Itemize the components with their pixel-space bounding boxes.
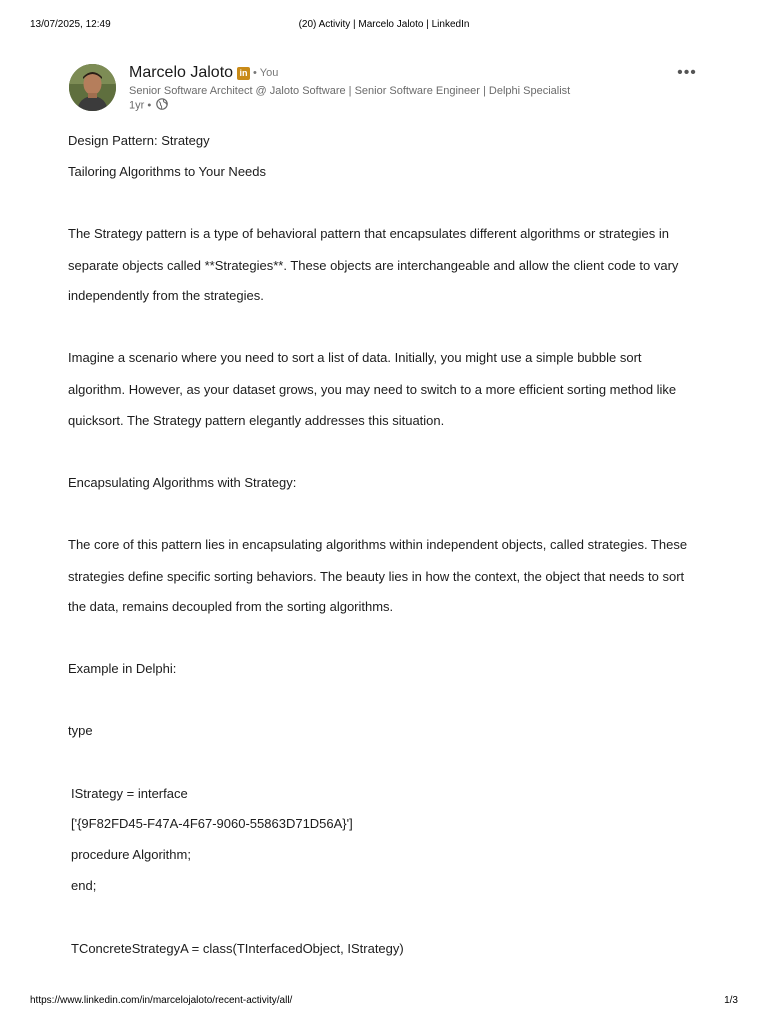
print-page-title: (20) Activity | Marcelo Jaloto | LinkedIn	[298, 19, 470, 30]
post-title: Design Pattern: Strategy	[68, 133, 210, 148]
print-header	[30, 19, 738, 33]
avatar[interactable]	[69, 64, 116, 111]
globe-icon	[156, 98, 168, 113]
author-headline: Senior Software Architect @ Jaloto Software | Senior Software Engineer | Delphi Specialist	[129, 85, 571, 97]
print-url: https://www.linkedin.com/in/marcelojaloto/recent-activity/all/	[30, 995, 293, 1006]
paragraph-3-line-3: the data, remains decoupled from the sorting algorithms.	[68, 599, 394, 614]
print-footer	[30, 995, 738, 1009]
code-line: IStrategy = interface	[71, 786, 188, 801]
author-block	[129, 64, 570, 113]
code-line: end;	[71, 878, 97, 893]
post-header	[69, 64, 699, 116]
code-line: procedure Algorithm;	[71, 847, 191, 862]
print-page-number: 1/3	[724, 995, 738, 1006]
code-type-keyword: type	[68, 723, 93, 738]
more-options-button[interactable]: •••	[677, 64, 697, 81]
print-datetime: 13/07/2025, 12:49	[30, 19, 111, 30]
paragraph-1-line-3: independently from the strategies.	[68, 288, 264, 303]
paragraph-3-line-1: The core of this pattern lies in encapsulating algorithms within independent objects, called strategies. These	[68, 537, 688, 552]
code-line: TConcreteStrategyA = class(TInterfacedObject, IStrategy)	[71, 941, 404, 956]
post-subtitle: Tailoring Algorithms to Your Needs	[68, 164, 267, 179]
example-heading: Example in Delphi:	[68, 661, 177, 676]
paragraph-3-line-2: strategies define specific sorting behaviors. The beauty lies in how the context, the object that needs to sort	[68, 569, 685, 584]
paragraph-2-line-3: quicksort. The Strategy pattern elegantly addresses this situation.	[68, 413, 445, 428]
author-name[interactable]: Marcelo Jaloto	[129, 64, 234, 81]
section-heading: Encapsulating Algorithms with Strategy:	[68, 475, 297, 490]
avatar-photo	[69, 64, 116, 111]
paragraph-1-line-1: The Strategy pattern is a type of behavioral pattern that encapsulates different algorithms or strategies in	[68, 226, 669, 241]
paragraph-2-line-1: Imagine a scenario where you need to sort a list of data. Initially, you might use a simple bubble sort	[68, 350, 642, 365]
code-line: ['{9F82FD45-F47A-4F67-9060-55863D71D56A}']	[71, 816, 353, 831]
author-you-label: • You	[253, 67, 279, 79]
paragraph-2-line-2: algorithm. However, as your dataset grows, you may need to switch to a more efficient sorting method like	[68, 382, 677, 397]
linkedin-premium-icon: in	[237, 67, 250, 80]
post-meta	[129, 98, 570, 113]
paragraph-1-line-2: separate objects called **Strategies**. These objects are interchangeable and allow the client code to vary	[68, 258, 679, 273]
post-time: 1yr •	[129, 99, 152, 112]
